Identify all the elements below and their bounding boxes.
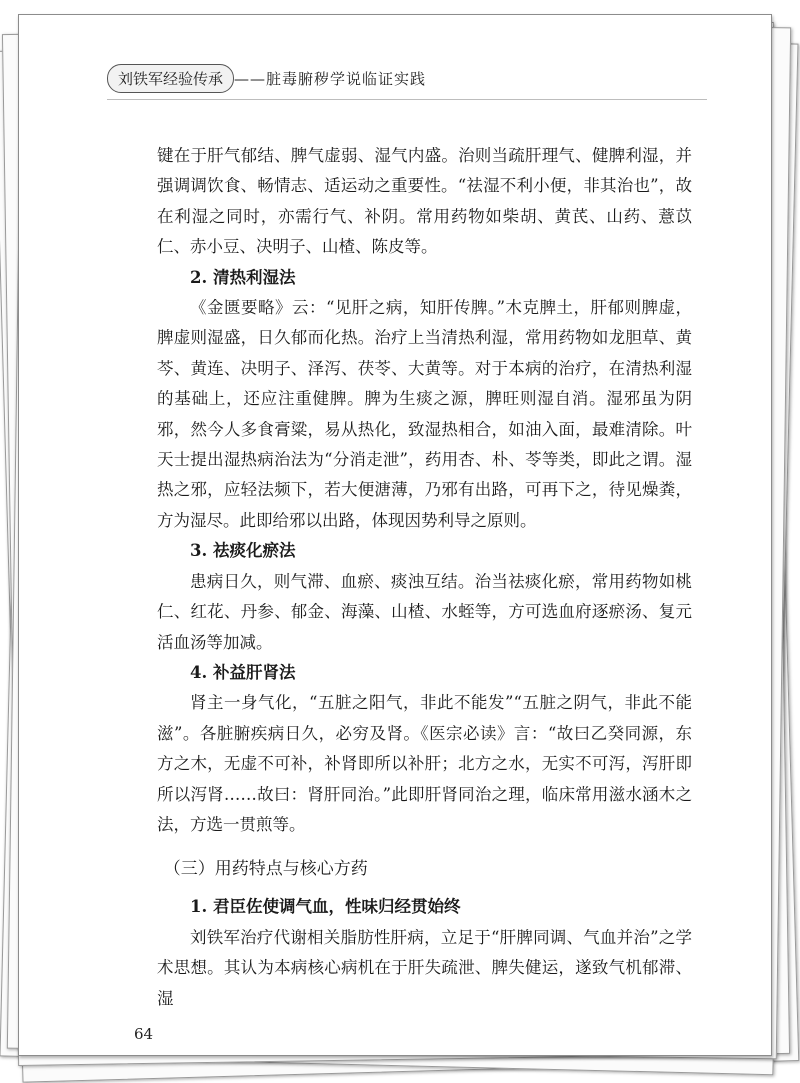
subheading-medication: 1. 君臣佐使调气血，性味归经贯始终 (190, 897, 461, 917)
section-heading: （三）用药特点与核心方药 (163, 859, 368, 880)
book-page (18, 14, 772, 1056)
paragraph-medication: 刘铁军治疗代谢相关脂肪性肝病，立足于“肝脾同调、气血并治”之学术思想。其认为本病核心病机在于肝失疏泄、脾失健运，遂致气机郁滞、湿 (157, 927, 692, 1008)
paragraph-clear-heat: 《金匮要略》云：“见肝之病，知肝传脾。”木克脾土，肝郁则脾虚，脾虚则湿盛，日久郁而化热。治疗上当清热利湿，常用药物如龙胆草、黄芩、黄连、决明子、泽泻、茯苓、大黄等。对于本病的治疗，在清热利湿的基础上，还应注重健脾。脾为生痰之源，脾旺则湿自消。湿邪虽为阴邪，然今人多食膏粱，易从热化，致湿热相合，如油入面，最难清除。叶天士提出湿热病治法为“分消走泄”，药用杏、朴、苓等类，即此之谓。湿热之邪，应轻法频下，若大便溏薄，乃邪有出路，可再下之，待见燥粪，方为湿尽。此即给邪以出路，体现因势利导之原则。 (157, 298, 692, 530)
paragraph-continued: 键在于肝气郁结、脾气虚弱、湿气内盛。治则当疏肝理气、健脾利湿，并强调调饮食、畅情志、适运动之重要性。“祛湿不利小便，非其治也”，故在利湿之同时，亦需行气、补阴。常用药物如柴胡、黄芪、山药、薏苡仁、赤小豆、决明子、山楂、陈皮等。 (157, 146, 692, 257)
header-book-title: 刘铁军经验传承 (107, 64, 234, 93)
header-subtitle: ——脏毒腑秽学说临证实践 (234, 69, 427, 88)
paragraph-resolve-phlegm: 患病日久，则气滞、血瘀、痰浊互结。治当祛痰化瘀，常用药物如桃仁、红花、丹参、郁金、海藻、山楂、水蛭等，方可选血府逐瘀汤、复元活血汤等加减。 (157, 571, 692, 652)
header-divider (107, 99, 707, 100)
page-body (157, 141, 692, 1014)
subheading-resolve-phlegm: 3. 祛痰化瘀法 (190, 541, 296, 561)
subheading-tonify-liver-kidney: 4. 补益肝肾法 (190, 662, 296, 682)
running-header (107, 63, 426, 93)
page-number: 64 (134, 1025, 154, 1043)
paragraph-tonify-liver-kidney: 肾主一身气化，“五脏之阳气，非此不能发”“五脏之阴气，非此不能滋”。各脏腑疾病日久，必穷及肾。《医宗必读》言：“故曰乙癸同源，东方之木，无虚不可补，补肾即所以补肝；北方之水，无实不可泻，泻肝即所以泻肾……故曰：肾肝同治。”此即肝肾同治之理，临床常用滋水涵木之法，方选一贯煎等。 (157, 693, 692, 834)
subheading-clear-heat: 2. 清热利湿法 (190, 267, 296, 287)
